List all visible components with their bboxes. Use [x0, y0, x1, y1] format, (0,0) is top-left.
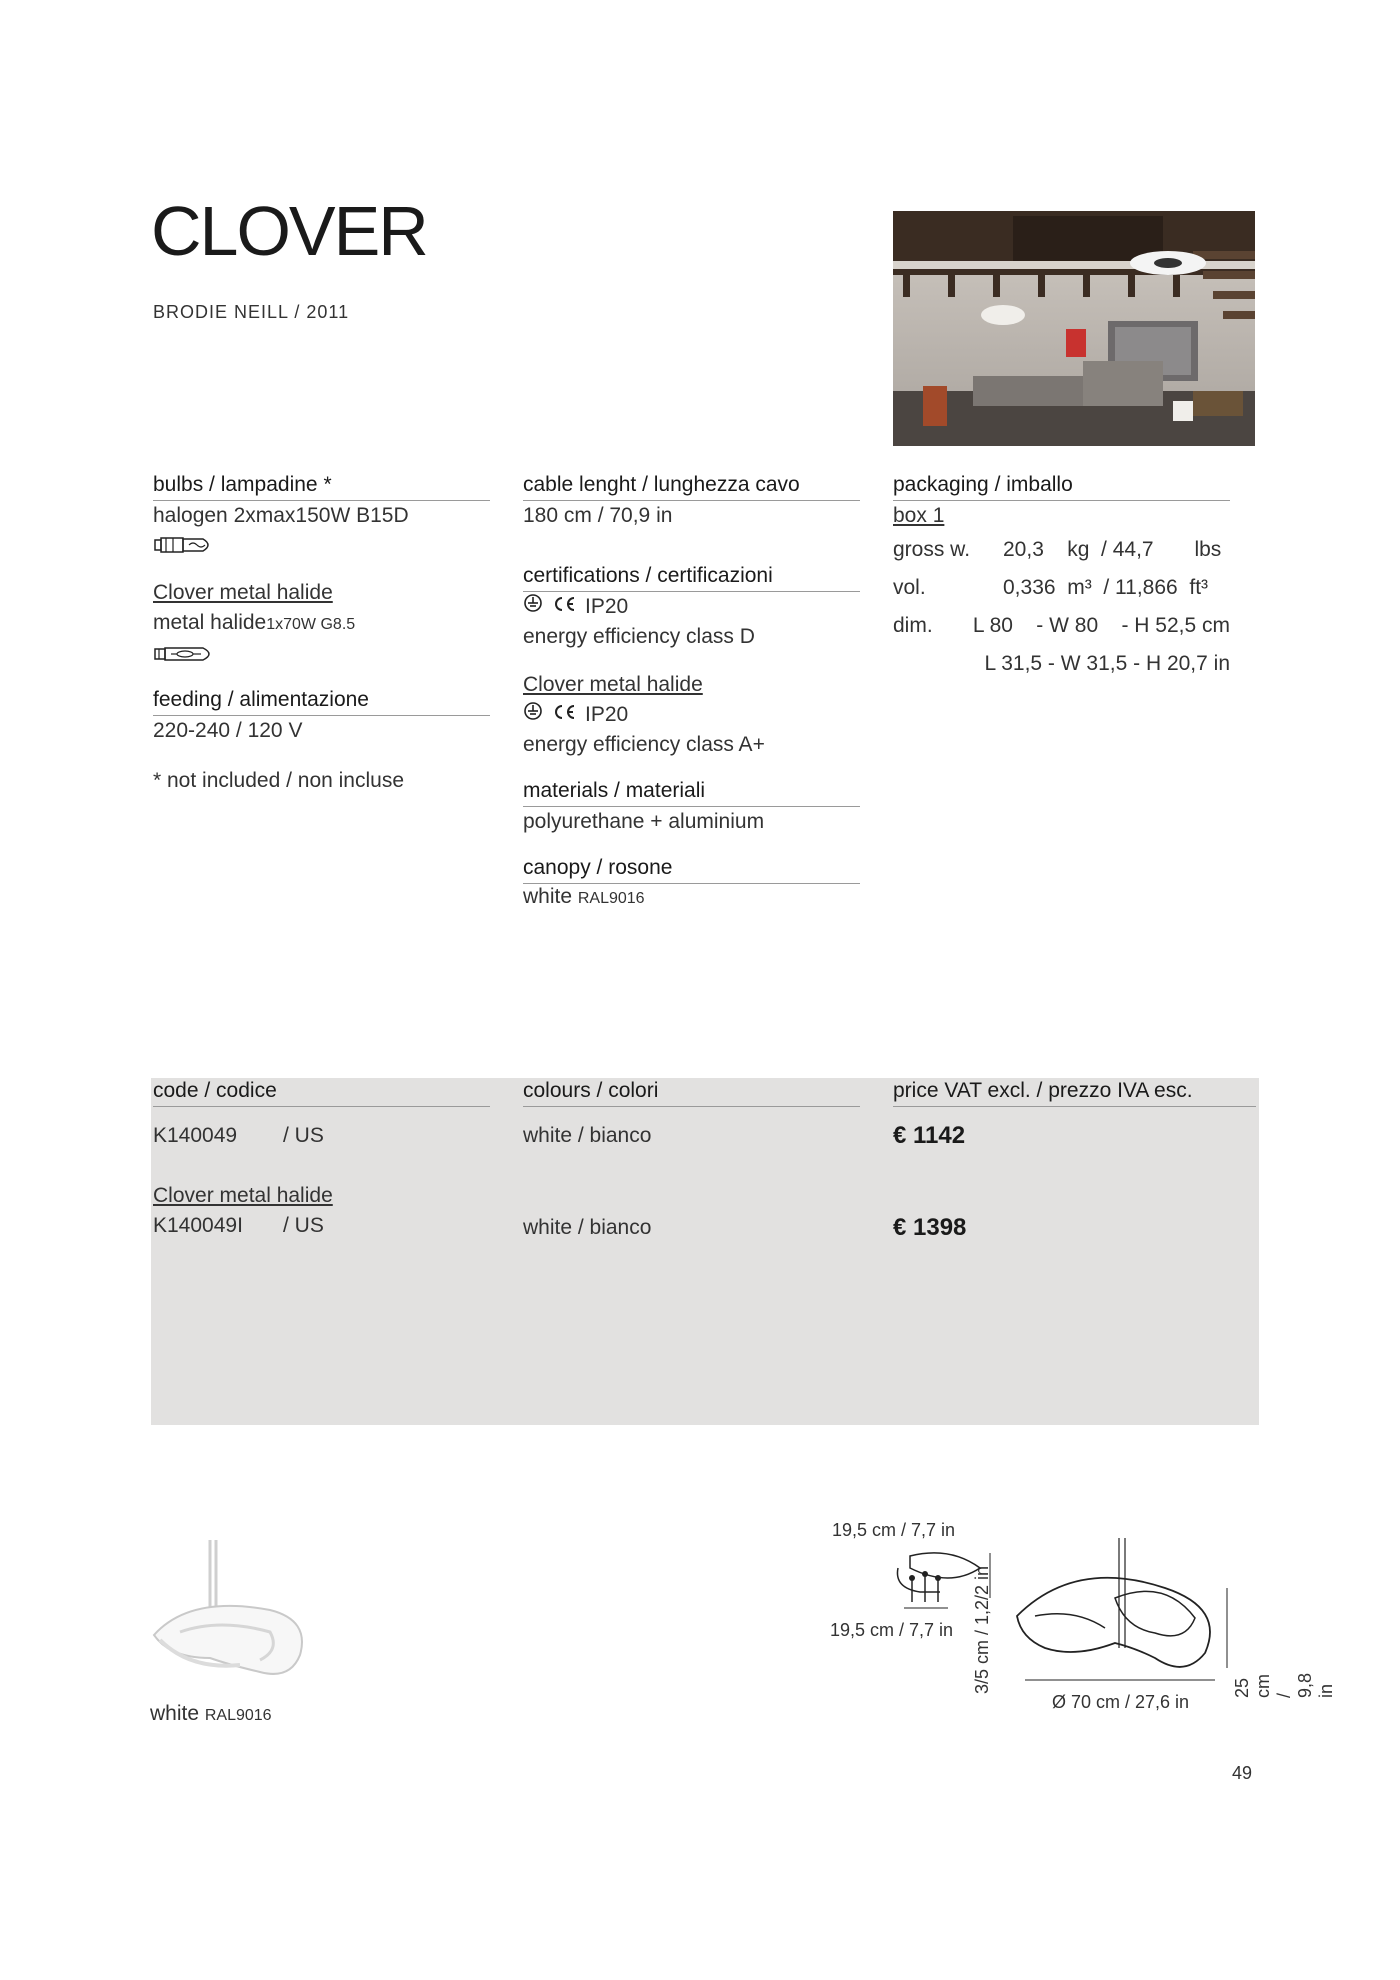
specs-column-2	[523, 472, 860, 912]
row1-colour: white / bianco	[523, 1124, 652, 1147]
row1-code	[153, 1121, 490, 1151]
row2-price: € 1398	[893, 1214, 967, 1241]
lamp-diameter-label: Ø 70 cm / 27,6 in	[1052, 1692, 1190, 1712]
canopy-bottom-label: 19,5 cm / 7,7 in	[830, 1620, 954, 1640]
product-designer: BRODIE NEILL / 2011	[153, 302, 350, 322]
price-header: price VAT excl. / prezzo IVA esc.	[893, 1078, 1256, 1107]
gross-value: 20,3 kg / 44,7 lbs	[1003, 538, 1222, 561]
packaging-header: packaging / imballo	[893, 472, 1230, 501]
colours-header: colours / colori	[523, 1078, 860, 1107]
bulbs-metal-line	[153, 608, 490, 640]
metal-halide-bulb-icon	[153, 644, 490, 669]
certifications-row	[523, 592, 628, 622]
swatch-label	[150, 1699, 310, 1731]
price-col-code	[153, 1078, 490, 1241]
row1-region: / US	[283, 1124, 324, 1147]
specs-column-1	[153, 472, 490, 798]
materials-value: polyurethane + aluminium	[523, 810, 765, 833]
room-photo-image	[893, 211, 1255, 446]
metal-halide-spec: 1x70W G8.5	[266, 616, 356, 633]
cable-value: 180 cm / 70,9 in	[523, 504, 673, 527]
dim-label: dim.	[893, 614, 933, 637]
vol-label: vol.	[893, 576, 926, 599]
row1-code-value: K140049	[153, 1124, 238, 1147]
canopy-value	[523, 884, 860, 912]
vol-value: 0,336 m³ / 11,866 ft³	[1003, 576, 1209, 599]
gross-label: gross w.	[893, 538, 971, 561]
specs-column-3	[893, 472, 1230, 683]
certifications-metal-row	[523, 700, 628, 730]
packaging-dim-row-2	[893, 645, 1230, 683]
ce-mark-icon	[551, 700, 577, 730]
swatch-colour: white	[150, 1702, 205, 1725]
lamp-swatch	[150, 1540, 310, 1731]
lamp-drawing	[1015, 1538, 1235, 1698]
materials-header: materials / materiali	[523, 778, 860, 807]
row2-code	[153, 1211, 490, 1241]
product-title: CLOVER	[151, 192, 427, 270]
certifications-metal-label: Clover metal halide	[523, 673, 703, 696]
bulbs-halogen: halogen 2xmax150W B15D	[153, 504, 409, 527]
row2-region: / US	[283, 1214, 324, 1237]
dim-value-in: L 31,5 - W 31,5 - H 20,7 in	[984, 652, 1230, 675]
packaging-vol-row	[893, 569, 1230, 607]
canopy-header: canopy / rosone	[523, 855, 860, 884]
feeding-header: feeding / alimentazione	[153, 687, 490, 716]
canopy-side-label: 3/5 cm / 1,2/2 in	[972, 1565, 992, 1694]
not-included-note: * not included / non incluse	[153, 769, 405, 792]
lamp-thumbnail	[150, 1540, 310, 1690]
bulbs-header: bulbs / lampadine *	[153, 472, 490, 501]
canopy-ral: RAL9016	[577, 890, 645, 907]
ground-symbol-icon	[523, 592, 543, 622]
ce-mark-icon	[551, 592, 577, 622]
packaging-box: box 1	[893, 504, 945, 527]
dimension-drawings	[820, 1508, 1336, 1723]
row1-price: € 1142	[893, 1122, 966, 1149]
packaging-dim-row	[893, 607, 1230, 645]
feeding-value: 220-240 / 120 V	[153, 719, 303, 742]
lamp-height-label: 25 cm / 9,8 in	[1232, 1672, 1336, 1698]
ground-symbol-icon	[523, 700, 543, 730]
page-number: 49	[1232, 1763, 1253, 1783]
energy-class-metal: energy efficiency class A+	[523, 733, 765, 756]
energy-class: energy efficiency class D	[523, 625, 755, 648]
price-col-colours	[523, 1078, 860, 1243]
packaging-gross-row	[893, 531, 1230, 569]
canopy-colour: white	[523, 885, 578, 908]
dim-value-cm: L 80 - W 80 - H 52,5 cm	[972, 614, 1230, 637]
canopy-top-label: 19,5 cm / 7,7 in	[832, 1520, 956, 1540]
canopy-drawing	[890, 1548, 1000, 1628]
swatch-ral: RAL9016	[204, 1707, 272, 1724]
room-photo	[893, 211, 1255, 446]
metal-halide-text: metal halide	[153, 611, 267, 634]
price-table	[151, 1078, 1259, 1425]
row2-code-value: K140049I	[153, 1214, 243, 1237]
price-col-price	[893, 1078, 1256, 1243]
bulbs-metal-label: Clover metal halide	[153, 581, 333, 604]
halogen-bulb-icon	[153, 535, 490, 560]
metal-halide-label: Clover metal halide	[153, 1184, 333, 1207]
ip-rating: IP20	[585, 595, 629, 618]
ip-rating-metal: IP20	[585, 703, 629, 726]
row2-colour: white / bianco	[523, 1216, 652, 1239]
code-header: code / codice	[153, 1078, 490, 1107]
certifications-header: certifications / certificazioni	[523, 563, 860, 592]
cable-header: cable lenght / lunghezza cavo	[523, 472, 860, 501]
